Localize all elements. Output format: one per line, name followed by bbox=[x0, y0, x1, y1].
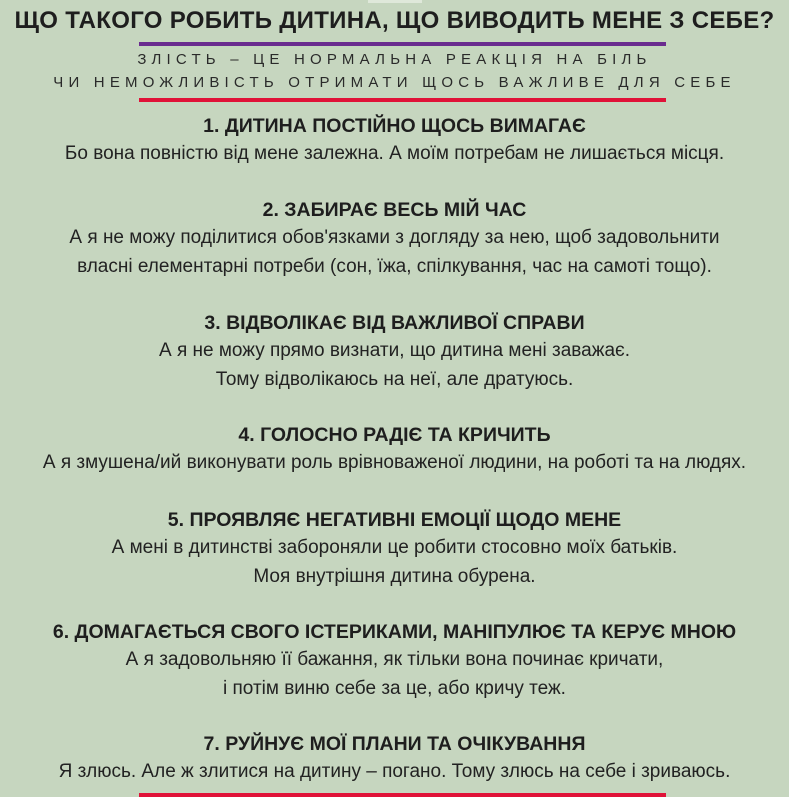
page-title: ЩО ТАКОГО РОБИТЬ ДИТИНА, ЩО ВИВОДИТЬ МЕНЕ З СЕБЕ? bbox=[14, 7, 775, 34]
item-heading: 5. ПРОЯВЛЯЄ НЕГАТИВНІ ЕМОЦІЇ ЩОДО МЕНЕ bbox=[167, 509, 622, 531]
list-item-5 bbox=[0, 507, 789, 591]
list-item-7 bbox=[0, 731, 789, 786]
purple-divider bbox=[139, 42, 666, 46]
item-text: А я задовольняю її бажання, як тільки вона починає кричати, bbox=[125, 649, 664, 670]
item-text: А я змушена/ий виконувати роль врівноваженої людини, на роботі та на людях. bbox=[42, 452, 747, 473]
item-text: А мені в дитинстві забороняли це робити стосовно моїх батьків. bbox=[111, 537, 678, 558]
item-text: А я не можу поділитися обов'язками з догляду за нею, щоб задовольнити bbox=[69, 227, 720, 248]
list-item-4 bbox=[0, 422, 789, 477]
item-heading: 7. РУЙНУЄ МОЇ ПЛАНИ ТА ОЧІКУВАННЯ bbox=[203, 733, 586, 755]
item-text: власні елементарні потреби (сон, їжа, спілкування, час на самоті тощо). bbox=[77, 256, 712, 277]
top-decor-strip bbox=[368, 0, 422, 3]
subtitle-line-2: ЧИ НЕМОЖЛИВІСТЬ ОТРИМАТИ ЩОСЬ ВАЖЛИВЕ ДЛЯ СЕБЕ bbox=[53, 74, 736, 91]
item-text: Моя внутрішня дитина обурена. bbox=[253, 566, 536, 587]
item-text: Тому відволікаюсь на неї, але дратуюсь. bbox=[215, 369, 574, 390]
subtitle-line-1: ЗЛІСТЬ – ЦЕ НОРМАЛЬНА РЕАКЦІЯ НА БІЛЬ bbox=[137, 51, 652, 68]
list-item-1 bbox=[0, 113, 789, 168]
red-divider bbox=[139, 98, 666, 102]
list-item-2 bbox=[0, 197, 789, 281]
item-heading: 4. ГОЛОСНО РАДІЄ ТА КРИЧИТЬ bbox=[238, 424, 551, 446]
item-text: Я злюсь. Але ж злитися на дитину – погано. Тому злюсь на себе і зриваюсь. bbox=[58, 761, 731, 782]
item-heading: 2. ЗАБИРАЄ ВЕСЬ МІЙ ЧАС bbox=[262, 199, 527, 221]
item-heading: 6. ДОМАГАЄТЬСЯ СВОГО ІСТЕРИКАМИ, МАНІПУЛЮЄ ТА КЕРУЄ МНОЮ bbox=[52, 621, 737, 643]
list-item-3 bbox=[0, 310, 789, 394]
item-heading: 1. ДИТИНА ПОСТІЙНО ЩОСЬ ВИМАГАЄ bbox=[203, 115, 586, 137]
item-heading: 3. ВІДВОЛІКАЄ ВІД ВАЖЛИВОЇ СПРАВИ bbox=[204, 312, 585, 334]
item-text: А я не можу прямо визнати, що дитина мені заважає. bbox=[159, 340, 630, 361]
list-item-6 bbox=[0, 619, 789, 703]
bottom-red-divider bbox=[139, 793, 666, 797]
item-text: Бо вона повністю від мене залежна. А моїм потребам не лишається місця. bbox=[64, 143, 725, 164]
item-text: і потім виню себе за це, або кричу теж. bbox=[223, 678, 566, 699]
